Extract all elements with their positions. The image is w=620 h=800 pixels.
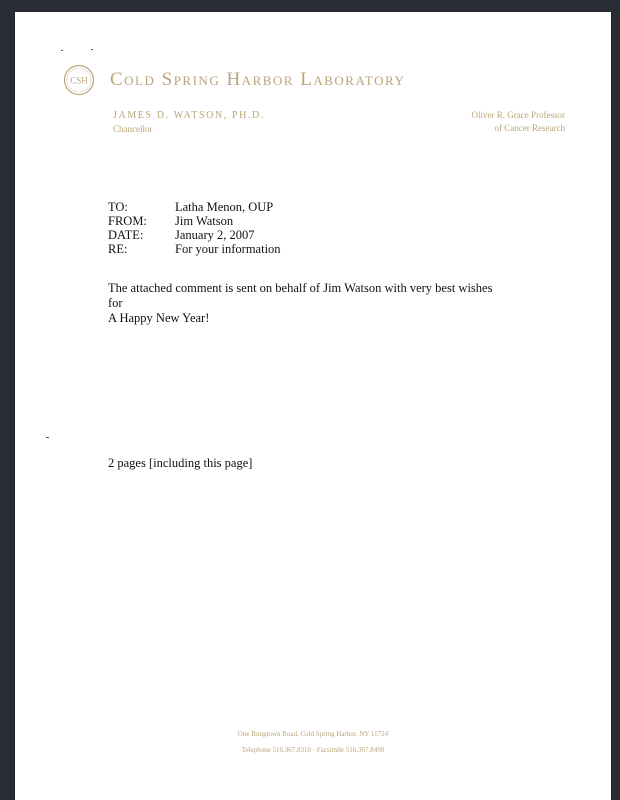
memo-label: TO: bbox=[108, 200, 128, 214]
page-count-note: 2 pages [including this page] bbox=[108, 456, 253, 470]
memo-value: Latha Menon, OUP bbox=[175, 200, 274, 214]
memo-row-from bbox=[108, 214, 281, 228]
memo-label: DATE: bbox=[108, 228, 144, 242]
memo-value: January 2, 2007 bbox=[175, 228, 255, 242]
paper-speck bbox=[91, 49, 93, 50]
professorship-line-2: of Cancer Research bbox=[494, 123, 565, 133]
memo-value: Jim Watson bbox=[175, 214, 234, 228]
person-name: JAMES D. WATSON, PH.D. bbox=[113, 110, 265, 121]
memo-body-line-1: The attached comment is sent on behalf of Jim Watson with very best wishes for bbox=[108, 281, 493, 310]
letter-page bbox=[15, 12, 611, 800]
memo-header bbox=[108, 200, 281, 256]
memo-value: For your information bbox=[175, 242, 281, 256]
memo-row-date bbox=[108, 228, 281, 242]
memo-row-re bbox=[108, 242, 281, 256]
memo-body bbox=[108, 281, 508, 326]
person-title: Chancellor bbox=[113, 124, 153, 134]
paper-speck bbox=[46, 437, 49, 438]
memo-body-line-2: A Happy New Year! bbox=[108, 311, 210, 325]
organization-name: Cold Spring Harbor Laboratory bbox=[110, 69, 406, 90]
paper-speck bbox=[61, 50, 63, 51]
footer-phone: Telephone 516.367.8310 · Facsimile 516.367.8490 bbox=[241, 746, 385, 754]
footer-address: One Bungtown Road, Cold Spring Harbor, NY 11724 bbox=[237, 730, 389, 738]
csh-logo-icon bbox=[63, 64, 95, 96]
memo-label: RE: bbox=[108, 242, 128, 256]
memo-row-to bbox=[108, 200, 281, 214]
memo-label: FROM: bbox=[108, 214, 147, 228]
professorship-line-1: Oliver R. Grace Professor bbox=[471, 110, 565, 120]
logo-text: CSH bbox=[70, 75, 88, 86]
professorship bbox=[455, 109, 565, 135]
